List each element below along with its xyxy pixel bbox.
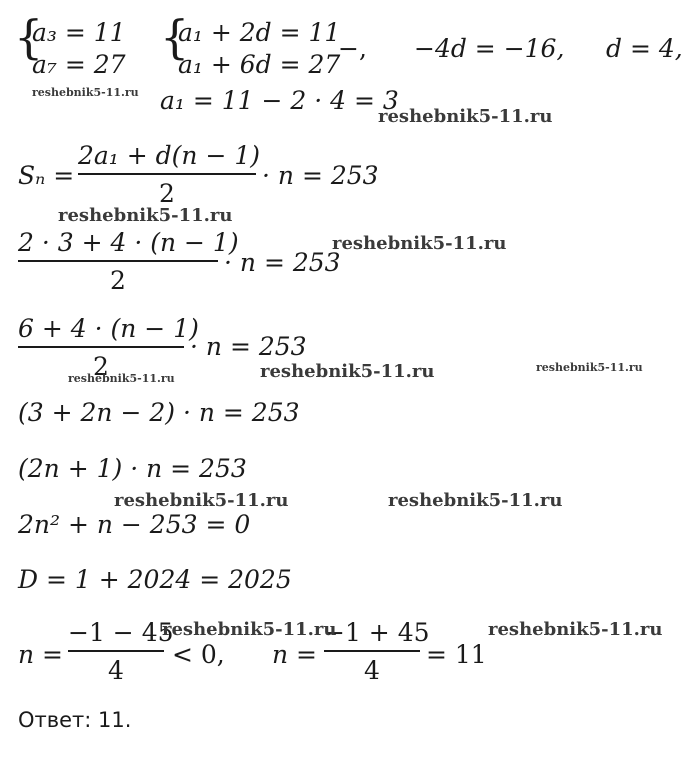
system1-brace: { bbox=[14, 10, 44, 64]
root1-fraction bbox=[68, 618, 174, 685]
sn-fraction-bar bbox=[78, 173, 256, 175]
watermark: reshebnik5-11.ru bbox=[58, 205, 233, 226]
sn-denominator: 2 bbox=[159, 178, 175, 208]
root1-denominator: 4 bbox=[108, 655, 124, 685]
sn-numerator: 2a₁ + d(n − 1) bbox=[78, 141, 261, 170]
root2-lhs: n = bbox=[272, 640, 317, 669]
system1-eq2: a₇ = 27 bbox=[32, 50, 126, 79]
sn-rhs: · n = 253 bbox=[262, 161, 379, 190]
root1-lhs: n = bbox=[18, 640, 63, 669]
frac3-numerator: 6 + 4 · (n − 1) bbox=[18, 314, 199, 343]
system2-eq1: a₁ + 2d = 11 bbox=[178, 18, 341, 47]
watermark: reshebnik5-11.ru bbox=[162, 619, 337, 640]
system2-operator: −, bbox=[338, 34, 367, 63]
root2-bar bbox=[324, 650, 420, 652]
sn-fraction bbox=[78, 141, 261, 208]
root2-denominator: 4 bbox=[364, 655, 380, 685]
frac2-denominator: 2 bbox=[110, 265, 126, 295]
root2-rhs: = 11 bbox=[426, 640, 487, 669]
line-quadratic: 2n² + n − 253 = 0 bbox=[18, 510, 251, 539]
step-4d: −4d = −16, bbox=[414, 34, 565, 63]
line-factor: (2n + 1) · n = 253 bbox=[18, 454, 247, 483]
root1-bar bbox=[68, 650, 164, 652]
watermark: reshebnik5-11.ru bbox=[68, 372, 175, 385]
answer: Ответ: 11. bbox=[18, 708, 132, 732]
root2-fraction bbox=[324, 618, 430, 685]
watermark: reshebnik5-11.ru bbox=[260, 361, 435, 382]
watermark: reshebnik5-11.ru bbox=[378, 106, 553, 127]
root1-numerator: −1 − 45 bbox=[68, 618, 174, 647]
system2-eq2: a₁ + 6d = 27 bbox=[178, 50, 341, 79]
frac2 bbox=[18, 228, 239, 295]
frac3-denominator: 2 bbox=[93, 351, 109, 381]
system1-eq1: a₃ = 11 bbox=[32, 18, 126, 47]
frac3 bbox=[18, 314, 199, 381]
frac3-bar bbox=[18, 346, 184, 348]
root2-numerator: −1 + 45 bbox=[324, 618, 430, 647]
watermark: reshebnik5-11.ru bbox=[488, 619, 663, 640]
frac2-numerator: 2 · 3 + 4 · (n − 1) bbox=[18, 228, 239, 257]
frac2-rhs: · n = 253 bbox=[224, 248, 341, 277]
root1-rhs: < 0, bbox=[172, 640, 225, 669]
sn-lhs: Sₙ = bbox=[18, 161, 75, 190]
frac2-bar bbox=[18, 260, 218, 262]
frac3-rhs: · n = 253 bbox=[190, 332, 307, 361]
line-discriminant: D = 1 + 2024 = 2025 bbox=[18, 565, 292, 594]
line-simplify: (3 + 2n − 2) · n = 253 bbox=[18, 398, 300, 427]
watermark: reshebnik5-11.ru bbox=[332, 233, 507, 254]
step-a1: a₁ = 11 − 2 · 4 = 3 bbox=[160, 86, 399, 115]
watermark: reshebnik5-11.ru bbox=[536, 361, 643, 374]
watermark: reshebnik5-11.ru bbox=[114, 490, 289, 511]
watermark: reshebnik5-11.ru bbox=[32, 86, 139, 99]
watermark: reshebnik5-11.ru bbox=[388, 490, 563, 511]
step-d: d = 4, bbox=[606, 34, 683, 63]
system2-brace: { bbox=[160, 10, 190, 64]
